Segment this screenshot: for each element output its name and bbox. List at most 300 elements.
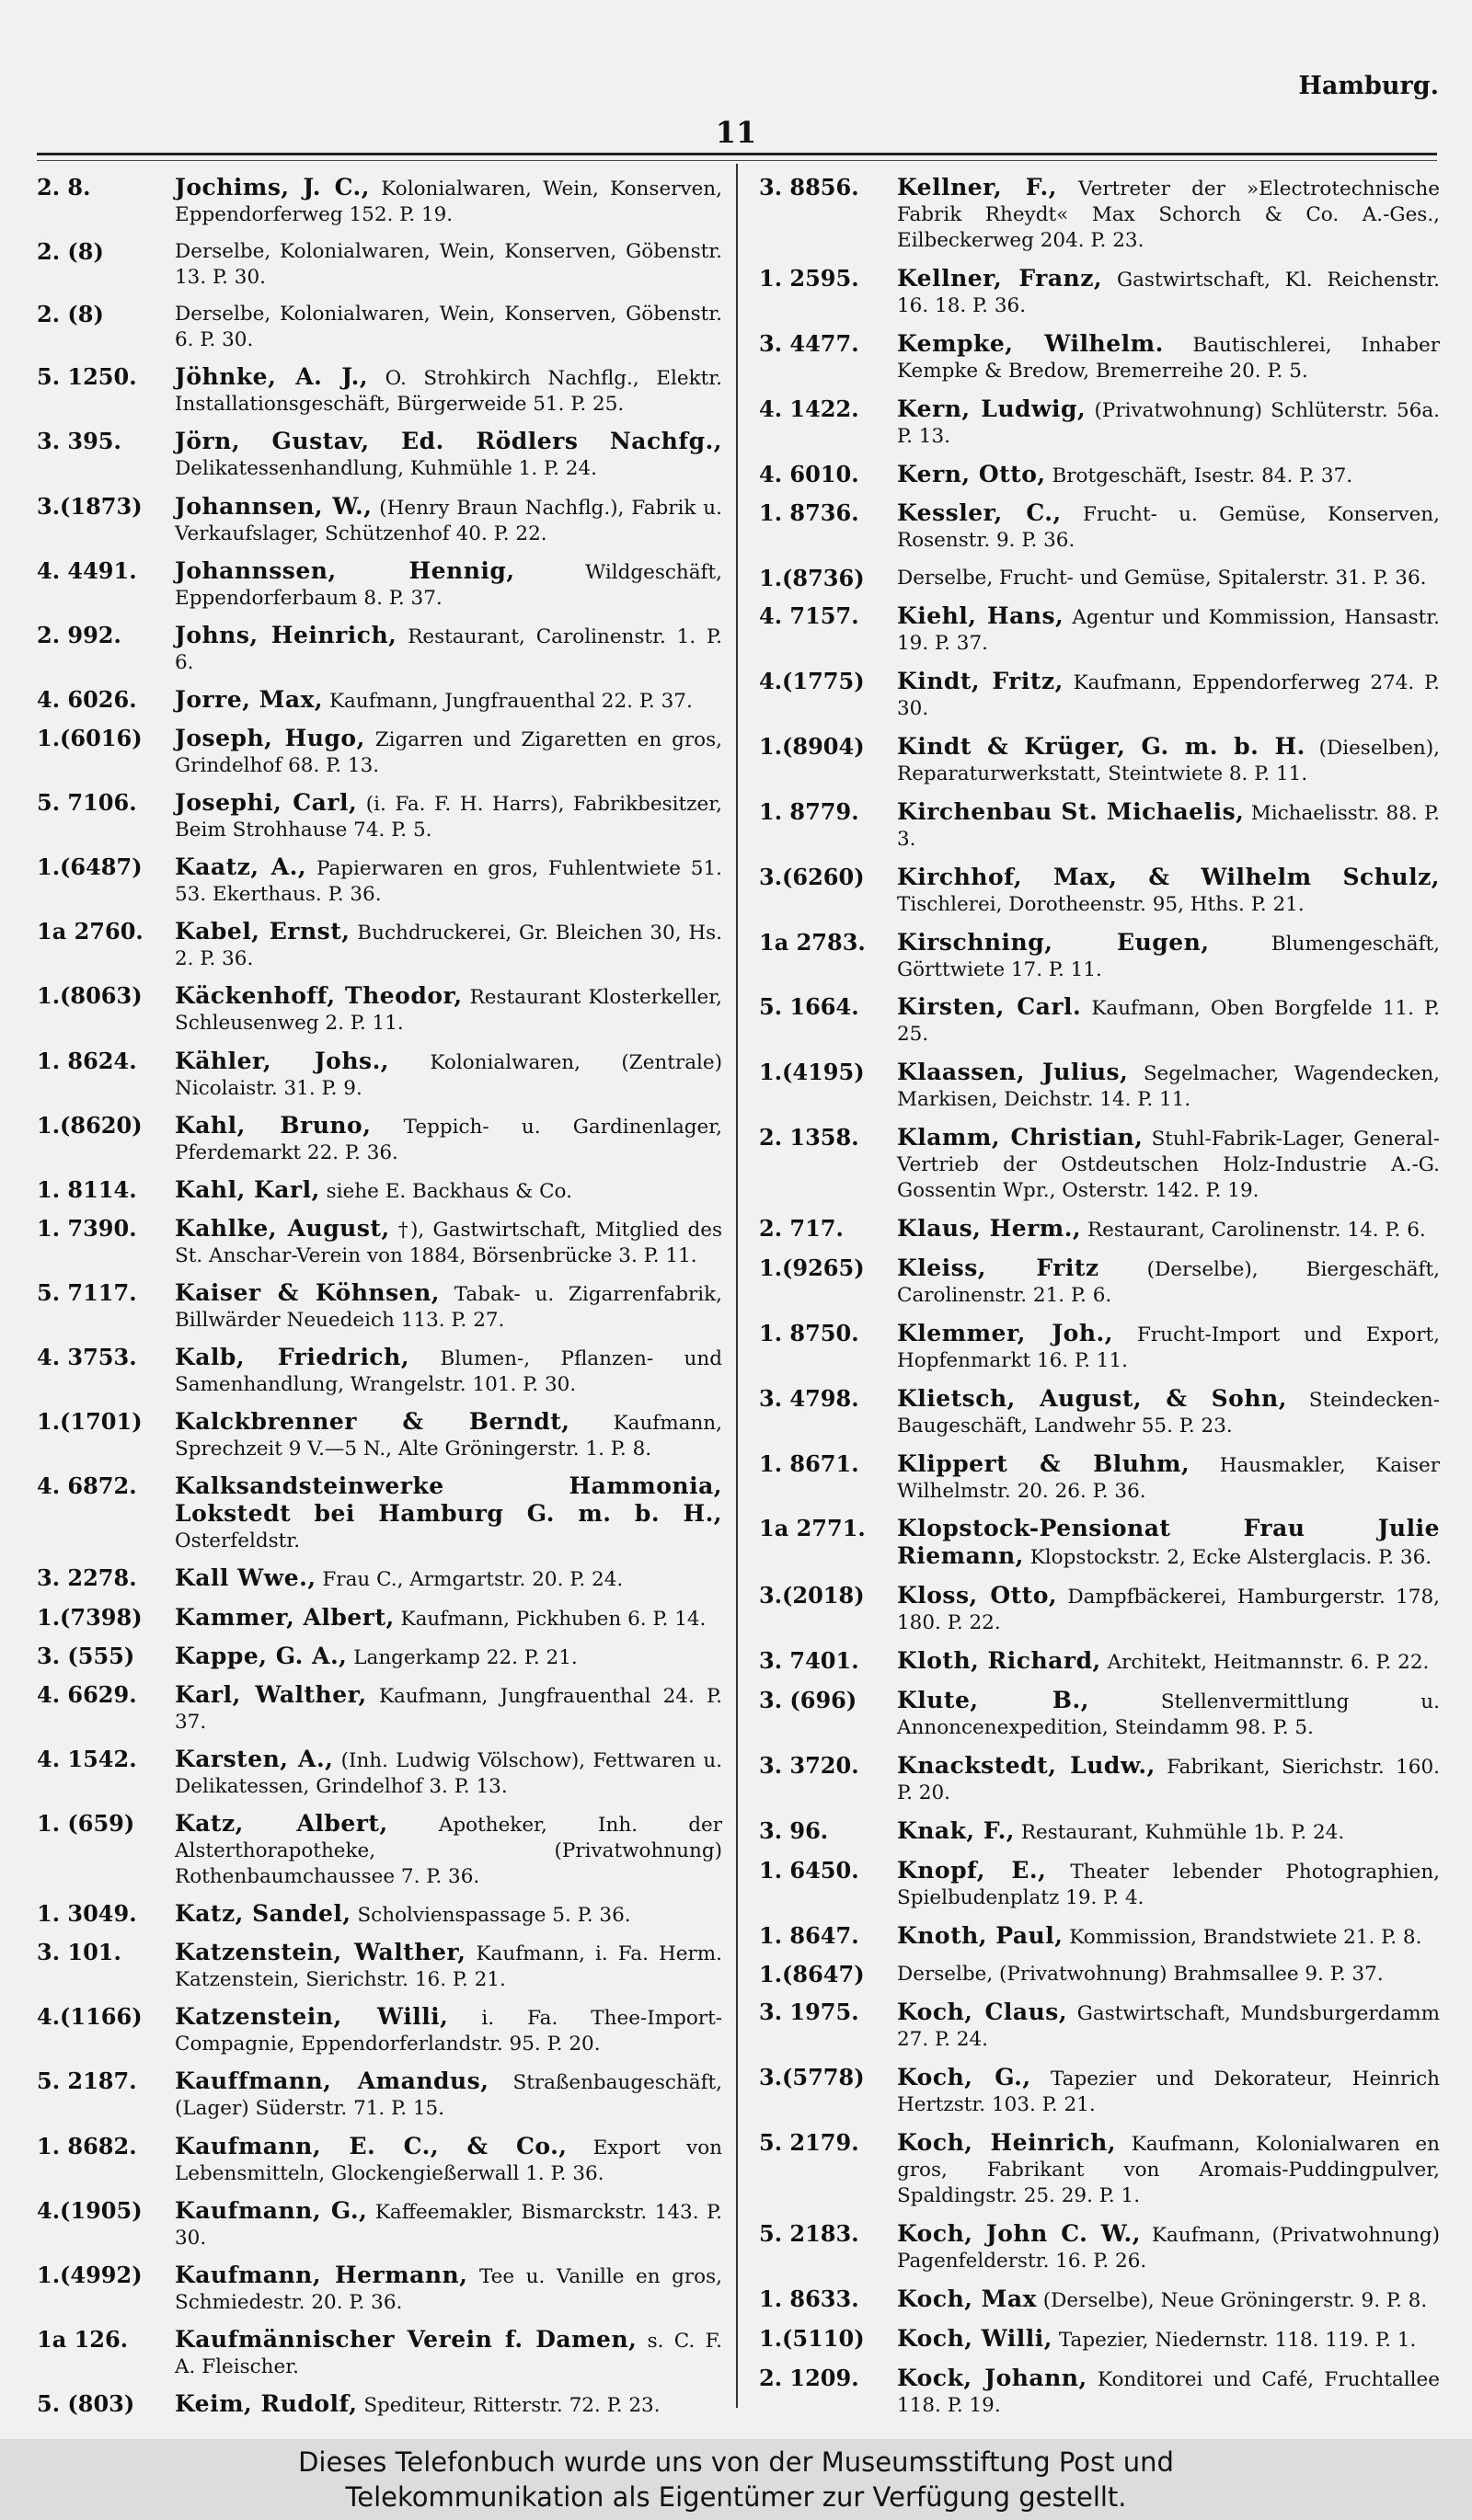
directory-entry [37, 429, 722, 482]
page-number: 11 [715, 115, 757, 150]
directory-entry [37, 2391, 722, 2419]
directory-entry [759, 1516, 1440, 1571]
subscriber-name: Kloss, Otto, [897, 1582, 1058, 1609]
subscriber-name: Kaufmann, E. C., & Co., [175, 2132, 568, 2159]
header-rule-thin [37, 160, 1437, 161]
phone-number: 1.(8620) [37, 1111, 143, 1139]
phone-number: 5. 1250. [37, 363, 137, 391]
phone-number: 1. 6450. [759, 1856, 859, 1884]
directory-entry [759, 1688, 1440, 1741]
directory-entry [759, 799, 1440, 853]
directory-entry [37, 1682, 722, 1735]
directory-entry [759, 1060, 1440, 1113]
entry-details: Klopstockstr. 2, Ecke Alsterglacis. P. 36. [1029, 1546, 1432, 1570]
entry-details: Derselbe, Kolonialwaren, Wein, Konserven, Göbenstr. 6. P. 30. [175, 303, 722, 352]
directory-entry [37, 1113, 722, 1166]
phone-number: 3.(6260) [759, 863, 865, 890]
entry-details: Teppich- u. Gardinenlager, Pferdemarkt 22. P. 36. [175, 1115, 723, 1164]
entry-details: (Dieselben), Reparaturwerkstatt, Steintwiete 8. P. 11. [897, 736, 1440, 785]
subscriber-name: Kaatz, A., [175, 853, 307, 881]
subscriber-name: Kiehl, Hans, [897, 602, 1064, 630]
directory-entry [37, 1747, 722, 1800]
phone-number: 3. 395. [37, 428, 121, 455]
phone-number: 3. 101. [37, 1939, 121, 1966]
subscriber-name: Kaufmann, Hermann, [175, 2261, 468, 2288]
phone-number: 4. 6629. [37, 1680, 137, 1708]
entry-details: Segelmacher, Wagendecken, Markisen, Deichstr. 14. P. 11. [897, 1062, 1440, 1112]
directory-entry [759, 462, 1440, 489]
phone-number: 2. 717. [759, 1215, 844, 1242]
directory-entry [37, 1177, 722, 1205]
directory-entry [37, 1216, 722, 1269]
phone-number: 3. 2278. [37, 1564, 137, 1592]
phone-number: 1.(4992) [37, 2261, 143, 2288]
subscriber-name: Koch, Willi, [897, 2324, 1052, 2352]
entry-details: Michaelisstr. 88. P. 3. [897, 801, 1440, 851]
phone-number: 4. 6872. [37, 1472, 137, 1500]
directory-entry [759, 2130, 1440, 2209]
entry-details: Kaffeemakler, Bismarckstr. 143. P. 30. [175, 2200, 722, 2250]
directory-entry [759, 500, 1440, 554]
subscriber-name: Katz, Albert, [175, 1809, 388, 1837]
subscriber-name: Knoth, Paul, [897, 1921, 1064, 1949]
right-column [759, 175, 1440, 2419]
entry-details: Kolonialwaren, Wein, Konserven, Eppendorferweg 152. P. 19. [175, 178, 722, 226]
subscriber-name: Kellner, F., [897, 174, 1057, 200]
entry-details: Bautischlerei, Inhaber Kempke & Bredow, Bremerreihe 20. P. 5. [897, 333, 1440, 383]
phone-number: 4. 6010. [759, 460, 859, 487]
subscriber-name: Joseph, Hugo, [175, 724, 365, 751]
subscriber-name: Kloth, Richard, [897, 1647, 1101, 1675]
phone-number: 5. 2179. [759, 2129, 859, 2156]
directory-entry [37, 239, 722, 291]
directory-entry [759, 930, 1440, 983]
directory-entry [759, 2365, 1440, 2419]
entry-details: Zigarren und Zigaretten en gros, Grindelhof 68. P. 13. [175, 727, 722, 777]
entry-details: Osterfeldstr. [175, 1529, 301, 1553]
phone-number: 3. 3720. [759, 1751, 859, 1779]
phone-number: 1.(4195) [759, 1059, 865, 1086]
subscriber-name: Klemmer, Joh., [897, 1319, 1113, 1346]
subscriber-name: Koch, Max [897, 2285, 1037, 2312]
entry-details: Agentur und Kommission, Hansastr. 19. P. 37. [897, 606, 1440, 656]
subscriber-name: Keim, Rudolf, [175, 2389, 358, 2417]
subscriber-name: Kirsten, Carl. [897, 993, 1082, 1021]
phone-number: 4. 3753. [37, 1344, 137, 1371]
subscriber-name: Kaufmännischer Verein f. Damen, [175, 2325, 638, 2353]
directory-entry [37, 1901, 722, 1929]
phone-number: 1. (659) [37, 1809, 135, 1837]
entry-details: Steindecken-Baugeschäft, Landwehr 55. P. 23. [897, 1388, 1440, 1438]
phone-number: 1. 8736. [759, 499, 859, 527]
entry-details: Dampfbäckerei, Hamburgerstr. 178, 180. P. 22. [897, 1586, 1440, 1635]
subscriber-name: Koch, Heinrich, [897, 2129, 1117, 2156]
phone-number: 5. 7106. [37, 789, 137, 817]
subscriber-name: Johannsen, W., [175, 492, 373, 520]
entry-details: Kaufmann, Eppendorferweg 274. P. 30. [897, 671, 1440, 720]
directory-entry [37, 2004, 722, 2057]
entry-details: Kaufmann, Pickhuben 6. P. 14. [400, 1607, 707, 1631]
subscriber-name: Karl, Walther, [175, 1680, 367, 1708]
entry-details: Kaufmann, Jungfrauenthal 22. P. 37. [328, 689, 693, 713]
phone-number: 4. 6026. [37, 685, 137, 713]
directory-entry [37, 1605, 722, 1632]
subscriber-name: Kindt, Fritz, [897, 668, 1064, 694]
phone-number: 2. 1358. [759, 1124, 859, 1151]
subscriber-name: Klaassen, Julius, [897, 1059, 1129, 1086]
directory-entry [759, 603, 1440, 657]
subscriber-name: Koch, John C. W., [897, 2219, 1141, 2247]
entry-details: Kommission, Brandstwiete 21. P. 8. [1069, 1925, 1422, 1949]
directory-entry [759, 1923, 1440, 1951]
subscriber-name: Katzenstein, Willi, [175, 2003, 449, 2031]
directory-entry [37, 1409, 722, 1462]
entry-details: Restaurant, Carolinenstr. 14. P. 6. [1087, 1219, 1426, 1242]
phone-number: 4. 1542. [37, 1745, 137, 1772]
phone-number: 1a 2760. [37, 918, 144, 945]
directory-entry [759, 2286, 1440, 2314]
subscriber-name: Josephi, Carl, [175, 789, 358, 817]
phone-number: 1. 8647. [759, 1921, 859, 1949]
entry-details: Buchdruckerei, Gr. Bleichen 30, Hs. 2. P. 36. [175, 922, 723, 971]
directory-entry [37, 726, 722, 779]
header-rule [37, 153, 1437, 155]
directory-entry [759, 1321, 1440, 1374]
phone-number: 1.(8063) [37, 982, 143, 1010]
subscriber-name: Kahl, Bruno, [175, 1111, 372, 1139]
directory-entry [759, 1216, 1440, 1243]
entry-details: (Henry Braun Nachflg.), Fabrik u. Verkaufslager, Schützenhof 40. P. 22. [175, 496, 722, 545]
subscriber-name: Kahlke, August, [175, 1214, 390, 1242]
phone-number: 3. 4477. [759, 329, 859, 357]
directory-entry [759, 1858, 1440, 1911]
directory-entry [37, 175, 722, 228]
subscriber-name: Jochims, J. C., [175, 174, 370, 200]
entry-details: Kaufmann, (Privatwohnung) Pagenfelderstr. 16. P. 26. [897, 2223, 1440, 2273]
entry-details: Wildgeschäft, Eppendorferbaum 8. P. 37. [175, 560, 722, 610]
phone-number: 1.(6487) [37, 853, 143, 881]
phone-number: 1.(8647) [759, 1961, 865, 1988]
phone-number: 5. 2187. [37, 2068, 137, 2095]
phone-number: 3. 1975. [759, 1999, 859, 2026]
directory-entry [37, 1940, 722, 1993]
footer-line-1: Dieses Telefonbuch wurde uns von der Museumsstiftung Post und [298, 2446, 1174, 2478]
directory-entry [37, 623, 722, 676]
phone-number: 3.(5778) [759, 2064, 865, 2091]
subscriber-name: Klaus, Herm., [897, 1215, 1082, 1242]
entry-details: i. Fa. Thee-Import-Compagnie, Eppendorferlandstr. 95. P. 20. [175, 2007, 722, 2056]
directory-entry [37, 1048, 722, 1102]
subscriber-name: Kern, Otto, [897, 460, 1046, 487]
entry-details: Frau C., Armgartstr. 20. P. 24. [322, 1568, 624, 1592]
entry-details: Brotgeschäft, Isestr. 84. P. 37. [1052, 464, 1353, 487]
phone-number: 4.(1775) [759, 668, 865, 694]
phone-number: 4. 4491. [37, 556, 137, 584]
entry-details: Kaufmann, Jungfrauenthal 24. P. 37. [175, 1684, 722, 1734]
directory-entry [759, 734, 1440, 787]
entry-details: (Inh. Ludwig Völschow), Fettwaren u. Delikatessen, Grindelhof 3. P. 13. [175, 1748, 722, 1798]
subscriber-name: Kalb, Friedrich, [175, 1344, 410, 1371]
subscriber-name: Kleiss, Fritz [897, 1254, 1099, 1281]
subscriber-name: Kock, Johann, [897, 2364, 1087, 2391]
phone-number: 1. 8624. [37, 1047, 137, 1074]
phone-number: 5. 1664. [759, 993, 859, 1021]
entry-details: (Derselbe), Biergeschäft, Carolinenstr. 21. P. 6. [897, 1257, 1440, 1307]
directory-entry [37, 983, 722, 1037]
phone-number: 3. 4798. [759, 1384, 859, 1412]
subscriber-name: Knackstedt, Ludw., [897, 1751, 1156, 1779]
subscriber-name: Karsten, A., [175, 1745, 334, 1772]
phone-number: 1.(5110) [759, 2324, 865, 2352]
directory-entry [37, 1811, 722, 1890]
phone-number: 1. 7390. [37, 1214, 137, 1242]
entry-details: Export von Lebensmitteln, Glockengießerwall 1. P. 36. [175, 2136, 722, 2185]
entry-details: Restaurant, Kuhmühle 1b. P. 24. [1020, 1820, 1345, 1844]
subscriber-name: Jörn, Gustav, Ed. Rödlers Nachfg., [175, 428, 722, 455]
entry-details: Kaufmann, i. Fa. Herm. Katzenstein, Sierichstr. 16. P. 21. [175, 1942, 722, 1992]
directory-entry [759, 865, 1440, 918]
directory-entry [37, 2327, 722, 2380]
subscriber-name: Klopstock-Pensionat Frau Julie Riemann, [897, 1515, 1440, 1570]
phone-number: 2. 8. [37, 174, 91, 200]
entry-details: s. C. F. A. Fleischer. [175, 2329, 722, 2378]
entry-details: Fabrikant, Sierichstr. 160. P. 20. [897, 1755, 1440, 1804]
entry-details: Kaufmann, Kolonialwaren en gros, Fabrikant von Aromais-Puddingpulver, Spaldingstr. 25. 29. P. 1. [897, 2133, 1440, 2207]
subscriber-name: Kauffmann, Amandus, [175, 2068, 489, 2095]
phone-number: 2. (8) [37, 238, 104, 266]
directory-entry [37, 1345, 722, 1398]
phone-number: 1a 2783. [759, 928, 866, 956]
entry-details: Tee u. Vanille en gros, Schmiedestr. 20. P. 36. [175, 2264, 722, 2314]
entry-details: Tapezier, Niedernstr. 118. 119. P. 1. [1058, 2328, 1417, 2352]
directory-entry [37, 2198, 722, 2251]
subscriber-name: Kähler, Johs., [175, 1047, 389, 1074]
entry-details: Stellenvermittlung u. Annoncenexpedition, Steindamm 98. P. 5. [897, 1690, 1440, 1739]
directory-entry [759, 994, 1440, 1048]
phone-number: 1. 2595. [759, 264, 859, 292]
subscriber-name: Kessler, C., [897, 499, 1062, 527]
entry-details: Spediteur, Ritterstr. 72. P. 23. [363, 2393, 661, 2417]
directory-entry [759, 1386, 1440, 1439]
directory-entry [37, 494, 722, 547]
subscriber-name: Knopf, E., [897, 1856, 1047, 1884]
directory-entry [759, 2326, 1440, 2354]
entry-details: Derselbe, Frucht- und Gemüse, Spitalerstr. 31. P. 36. [897, 567, 1427, 590]
subscriber-name: Knak, F., [897, 1816, 1015, 1844]
entry-details: siehe E. Backhaus & Co. [326, 1179, 572, 1203]
entry-details: Theater lebender Photographien, Spielbudenplatz 19. P. 4. [897, 1860, 1440, 1909]
phone-number: 5. (803) [37, 2389, 135, 2417]
entry-details: Blumengeschäft, Görttwiete 17. P. 11. [897, 932, 1440, 981]
entry-details: Tabak- u. Zigarrenfabrik, Billwärder Neuedeich 113. P. 27. [175, 1282, 722, 1332]
subscriber-name: Jorre, Max, [175, 685, 324, 713]
subscriber-name: Kalksandsteinwerke Hammonia, Lokstedt bei Hamburg G. m. b. H., [175, 1472, 722, 1528]
phone-number: 1.(8736) [759, 565, 865, 592]
phone-number: 1.(8904) [759, 732, 865, 760]
subscriber-name: Jöhnke, A. J., [175, 363, 369, 391]
directory-entry [759, 396, 1440, 450]
subscriber-name: Johannssen, Hennig, [175, 556, 515, 584]
directory-entry [37, 302, 722, 353]
left-column [37, 175, 722, 2419]
phone-number: 1. 8633. [759, 2285, 859, 2312]
phone-number: 4. 1422. [759, 395, 859, 422]
phone-number: 1. 3049. [37, 1900, 137, 1928]
phone-number: 1. 8750. [759, 1319, 859, 1346]
entry-details: Kaufmann, Oben Borgfelde 11. P. 25. [897, 997, 1440, 1047]
subscriber-name: Kall Wwe., [175, 1564, 316, 1592]
subscriber-name: Kempke, Wilhelm. [897, 329, 1164, 357]
phone-number: 1.(9265) [759, 1254, 865, 1281]
phone-number: 1. 8779. [759, 797, 859, 825]
phone-number: 3.(2018) [759, 1582, 865, 1609]
entry-details: Scholvienspassage 5. P. 36. [357, 1904, 631, 1928]
phone-number: 4.(1905) [37, 2196, 143, 2224]
directory-entry [759, 2065, 1440, 2118]
subscriber-name: Kirschning, Eugen, [897, 928, 1210, 956]
entry-details: (i. Fa. F. H. Harrs), Fabrikbesitzer, Beim Strohhause 74. P. 5. [175, 793, 722, 842]
phone-number: 5. 2183. [759, 2219, 859, 2247]
directory-entry [37, 2134, 722, 2187]
directory-entry [759, 1753, 1440, 1806]
entry-details: (Privatwohnung) Schlüterstr. 56a. P. 13. [897, 398, 1440, 448]
directory-entry [37, 1280, 722, 1334]
phone-number: 3. 8856. [759, 174, 859, 200]
directory-entry [37, 364, 722, 418]
subscriber-name: Kalckbrenner & Berndt, [175, 1408, 570, 1436]
subscriber-name: Johns, Heinrich, [175, 621, 397, 648]
subscriber-name: Kaufmann, G., [175, 2196, 368, 2224]
subscriber-name: Kammer, Albert, [175, 1603, 395, 1631]
directory-entry [759, 175, 1440, 254]
directory-entry [759, 1255, 1440, 1309]
subscriber-name: Kappe, G. A., [175, 1642, 348, 1669]
entry-details: Konditorei und Café, Fruchtallee 118. P. 19. [897, 2367, 1440, 2417]
phone-number: 1a 2771. [759, 1515, 866, 1542]
phone-number: 3. (555) [37, 1642, 135, 1669]
phone-number: 1. 8671. [759, 1449, 859, 1477]
footer-notice [0, 2439, 1472, 2520]
directory-entry [37, 2262, 722, 2316]
entry-details: †), Gastwirtschaft, Mitglied des St. Anschar-Verein von 1884, Börsenbrücke 3. P. 11. [175, 1218, 722, 1267]
subscriber-name: Klippert & Bluhm, [897, 1449, 1190, 1477]
directory-entry [759, 2221, 1440, 2274]
directory-entry [37, 687, 722, 715]
phone-number: 2. 992. [37, 621, 121, 648]
phone-number: 1.(6016) [37, 724, 143, 751]
subscriber-name: Kabel, Ernst, [175, 918, 351, 945]
directory-entry [759, 1648, 1440, 1676]
phone-number: 3. 7401. [759, 1647, 859, 1675]
city-header: Hamburg. [1298, 72, 1439, 100]
subscriber-name: Klamm, Christian, [897, 1124, 1144, 1151]
subscriber-name: Koch, Claus, [897, 1999, 1068, 2026]
entry-details: Langerkamp 22. P. 21. [353, 1645, 578, 1669]
entry-details: Blumen-, Pflanzen- und Samenhandlung, Wrangelstr. 101. P. 30. [175, 1347, 723, 1397]
subscriber-name: Koch, G., [897, 2064, 1031, 2091]
subscriber-name: Kirchhof, Max, & Wilhelm Schulz, [897, 863, 1440, 890]
subscriber-name: Katzenstein, Walther, [175, 1939, 466, 1966]
subscriber-name: Klute, B., [897, 1687, 1089, 1713]
directory-entry [759, 1583, 1440, 1636]
subscriber-name: Kirchenbau St. Michaelis, [897, 797, 1245, 825]
subscriber-name: Kaiser & Köhnsen, [175, 1278, 440, 1306]
entry-details: Tischlerei, Dorotheenstr. 95, Hths. P. 21. [897, 892, 1305, 916]
directory-entry [759, 266, 1440, 319]
entry-details: Architekt, Heitmannstr. 6. P. 22. [1107, 1651, 1430, 1675]
subscriber-name: Kindt & Krüger, G. m. b. H. [897, 732, 1305, 760]
phone-number: 3. 96. [759, 1816, 829, 1844]
directory-entry [759, 1125, 1440, 1204]
phone-number: 1.(1701) [37, 1408, 143, 1436]
phone-number: 2. (8) [37, 301, 104, 328]
directory-entry [37, 919, 722, 972]
subscriber-name: Klietsch, August, & Sohn, [897, 1384, 1287, 1412]
directory-entry [759, 1962, 1440, 1987]
footer-line-2: Telekommunikation als Eigentümer zur Verfügung gestellt. [345, 2481, 1127, 2513]
entry-details: Straßenbaugeschäft, (Lager) Süderstr. 71. P. 15. [175, 2071, 722, 2121]
directory-entry [759, 1818, 1440, 1846]
entry-details: Papierwaren en gros, Fuhlentwiete 51. 53. Ekerthaus. P. 36. [175, 857, 722, 907]
phone-number: 4.(1166) [37, 2003, 143, 2031]
entry-details: Restaurant, Carolinenstr. 1. P. 6. [175, 624, 722, 674]
directory-entry [37, 558, 722, 612]
subscriber-name: Kahl, Karl, [175, 1175, 320, 1203]
subscriber-name: Kern, Ludwig, [897, 395, 1087, 422]
directory-entry [759, 669, 1440, 722]
entry-details: Delikatessenhandlung, Kuhmühle 1. P. 24. [175, 457, 597, 481]
entry-details: Gastwirtschaft, Mundsburgerdamm 27. P. 24. [897, 2002, 1440, 2052]
directory-entry [37, 854, 722, 908]
phone-number: 1.(7398) [37, 1603, 143, 1631]
entry-details: Gastwirtschaft, Kl. Reichenstr. 16. 18. P. 36. [897, 268, 1440, 317]
directory-entry [37, 1565, 722, 1593]
directory-entry [37, 1473, 722, 1554]
entry-details: Derselbe, (Privatwohnung) Brahmsallee 9. P. 37. [897, 1963, 1384, 1987]
entry-details: Hausmakler, Kaiser Wilhelmstr. 20. 26. P. 36. [897, 1453, 1440, 1503]
entry-details: Frucht- u. Gemüse, Konserven, Rosenstr. 9. P. 36. [897, 503, 1440, 553]
phone-number: 3. (696) [759, 1687, 857, 1713]
directory-entry [759, 566, 1440, 591]
entry-details: Vertreter der »Electrotechnische Fabrik Rheydt« Max Schorch & Co. A.-Ges., Eilbeckerweg 204. P. 23. [897, 178, 1440, 252]
phone-number: 2. 1209. [759, 2364, 859, 2391]
entry-details: Stuhl-Fabrik-Lager, General-Vertrieb der Ostdeutschen Holz-Industrie A.-G. Gossentin Wpr., Osterstr. 142. P. 19. [897, 1128, 1441, 1203]
column-divider [736, 164, 738, 2408]
phone-number: 3.(1873) [37, 492, 143, 520]
entry-details: Kolonialwaren, (Zentrale) Nicolaistr. 31. P. 9. [175, 1050, 722, 1100]
subscriber-name: Kellner, Franz, [897, 264, 1103, 292]
entry-details: Frucht-Import und Export, Hopfenmarkt 16. P. 11. [897, 1323, 1441, 1372]
entry-details: O. Strohkirch Nachflg., Elektr. Installationsgeschäft, Bürgerweide 51. P. 25. [175, 367, 722, 417]
phone-number: 4. 7157. [759, 602, 859, 630]
directory-entry [759, 1451, 1440, 1505]
entry-details: Tapezier und Dekorateur, Heinrich Hertzstr. 103. P. 21. [897, 2068, 1440, 2117]
entry-details: Restaurant Klosterkeller, Schleusenweg 2. P. 11. [175, 986, 722, 1036]
phone-number: 1. 8114. [37, 1175, 137, 1203]
phone-number: 1. 8682. [37, 2132, 137, 2159]
directory-entry [759, 331, 1440, 384]
phone-number: 1a 126. [37, 2325, 129, 2353]
directory-entry [37, 790, 722, 843]
subscriber-name: Käckenhoff, Theodor, [175, 982, 463, 1010]
phone-number: 5. 7117. [37, 1278, 137, 1306]
entry-details: Kaufmann, Sprechzeit 9 V.—5 N., Alte Gröningerstr. 1. P. 8. [175, 1412, 722, 1461]
entry-details: Apotheker, Inh. der Alsterthorapotheke, (Privatwohnung) Rothenbaumchaussee 7. P. 36. [175, 1813, 722, 1888]
entry-details: (Derselbe), Neue Gröningerstr. 9. P. 8. [1042, 2288, 1428, 2312]
entry-details: Derselbe, Kolonialwaren, Wein, Konserven, Göbenstr. 13. P. 30. [175, 240, 722, 290]
directory-entry [37, 2068, 722, 2122]
subscriber-name: Katz, Sandel, [175, 1900, 351, 1928]
